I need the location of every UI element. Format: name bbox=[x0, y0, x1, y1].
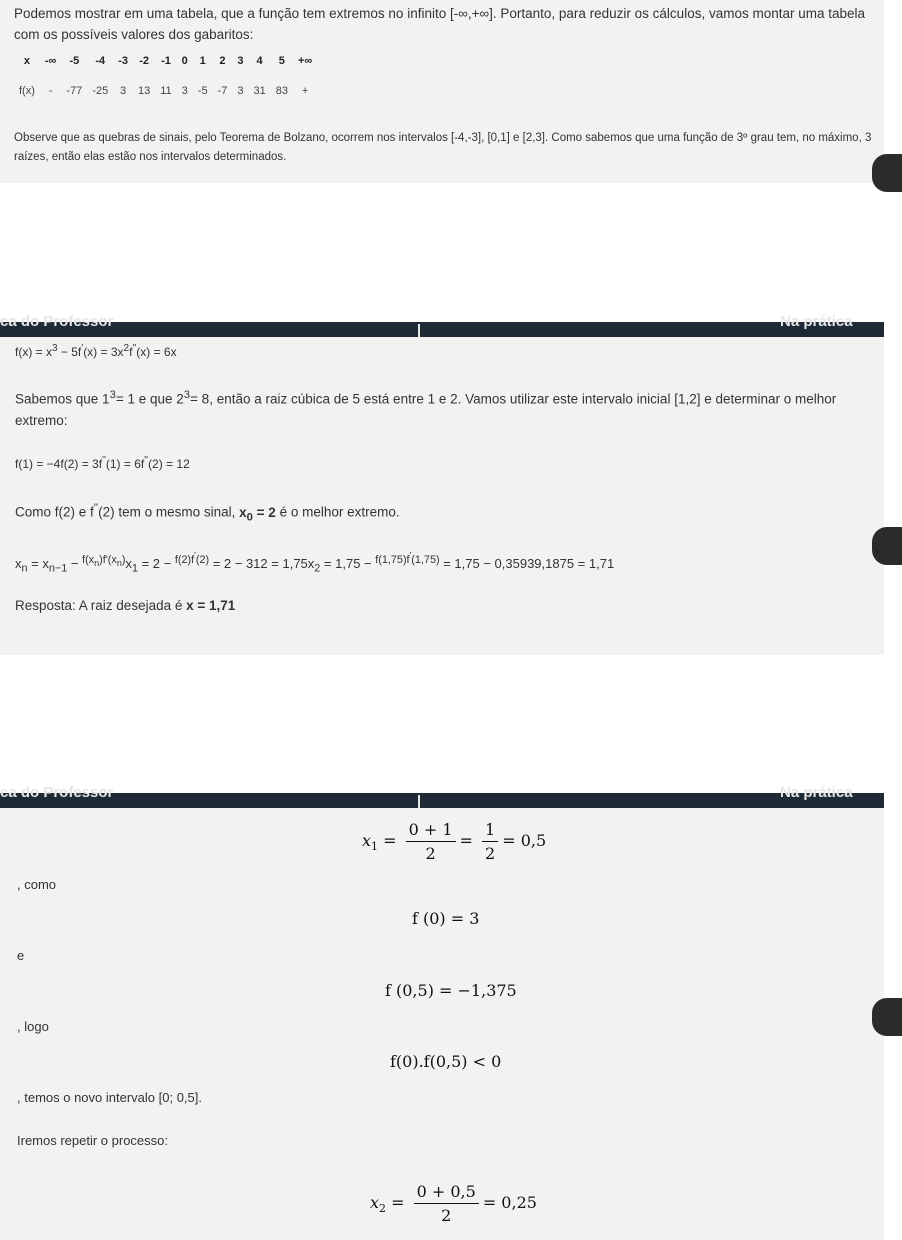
table-cell: +∞ bbox=[297, 55, 313, 67]
table-cell: -5 bbox=[197, 85, 208, 97]
bar-left-label: ca do Professor bbox=[0, 784, 114, 801]
table-cell: -4 bbox=[95, 55, 106, 67]
table-cell: 31 bbox=[253, 85, 266, 97]
table-cell: 3 bbox=[120, 85, 127, 97]
text-repeat: Iremos repetir o processo: bbox=[17, 1133, 169, 1148]
side-handle[interactable] bbox=[872, 154, 902, 192]
newton-iteration-line: $x_n = x_{n-1} - ^{f(x_n)f'(x_n)}x_1 = 2 - ^{f(2)f'(2)} = 2 - 312 = 1,75x_2 = 1,75 - ^{f(1,75)f'(1,75)} = 1,75 - 0,35939,1875 = 1,71$ bbox=[15, 550, 615, 575]
evaluation-line: f(1) = −4f(2) = 3f''(1) = 6f''(2) = 12 bbox=[15, 455, 190, 471]
table-row-fx bbox=[14, 82, 317, 100]
table-cell: -25 bbox=[92, 85, 109, 97]
equation-product: f(0).f(0,5) < 0 bbox=[390, 1052, 502, 1071]
text-logo: , logo bbox=[17, 1019, 49, 1034]
table-cell: -∞ bbox=[44, 55, 57, 67]
table-cell: 4 bbox=[256, 55, 263, 67]
header-bar-2 bbox=[0, 784, 884, 808]
content-section-1 bbox=[0, 0, 884, 183]
table-cell: -3 bbox=[118, 55, 128, 67]
bar-left-label: ca do Professor bbox=[0, 313, 114, 330]
bar-right-label: Na prática bbox=[780, 313, 853, 330]
table-cell: -5 bbox=[69, 55, 80, 67]
table-row-x bbox=[14, 52, 317, 70]
table-cell: 1 bbox=[199, 55, 206, 67]
table-cell: -1 bbox=[161, 55, 171, 67]
observation-paragraph: Observe que as quebras de sinais, pelo Teorema de Bolzano, ocorrem nos intervalos [-4,-3], [0,1] e [2,3]. Como sabemos que uma função de 3º grau tem, no máximo, 3 raízes, então elas estão nos intervalos determinados. bbox=[14, 132, 872, 163]
intro-paragraph: Podemos mostrar em uma tabela, que a função tem extremos no infinito [-∞,+∞]. Portanto, para reduzir os cálculos, vamos montar uma tabela com os possíveis valores dos gabaritos: bbox=[14, 6, 866, 42]
text-new-interval: , temos o novo intervalo [0; 0,5]. bbox=[17, 1090, 202, 1105]
values-table bbox=[14, 52, 317, 100]
table-row-label: f(x) bbox=[19, 85, 35, 97]
text-e: e bbox=[17, 948, 25, 963]
bar-divider bbox=[418, 324, 420, 337]
side-handle[interactable] bbox=[872, 527, 902, 565]
content-section-3 bbox=[0, 808, 884, 1240]
best-extreme-line: Como f(2) e f''(2) tem o mesmo sinal, $x_0 = 2$ é o melhor extremo. bbox=[15, 502, 400, 524]
table-cell: 3 bbox=[181, 85, 188, 97]
table-cell: 5 bbox=[278, 55, 285, 67]
side-handle[interactable] bbox=[872, 998, 902, 1036]
equation-x2: $x_2$ = $\frac{0 + 0,5}{2}$ = 0,25 bbox=[370, 1182, 537, 1225]
table-cell: -2 bbox=[139, 55, 150, 67]
text-como: , como bbox=[17, 877, 57, 892]
table-cell: 3 bbox=[237, 85, 244, 97]
table-cell: + bbox=[301, 85, 309, 97]
table-cell: -77 bbox=[66, 85, 83, 97]
header-bar-1 bbox=[0, 313, 884, 337]
table-cell: - bbox=[48, 85, 53, 97]
table-cell: 11 bbox=[160, 85, 172, 97]
table-cell: 0 bbox=[181, 55, 188, 67]
content-section-2 bbox=[0, 337, 884, 655]
equation-f0: f (0) = 3 bbox=[412, 909, 480, 928]
bar-right-label: Na prática bbox=[780, 784, 853, 801]
table-cell: -7 bbox=[217, 85, 228, 97]
equation-x1: $x_1$ = $\frac{0 + 1}{2}$ = $\frac{1}{2}$ = 0,5 bbox=[362, 820, 547, 863]
table-cell: 83 bbox=[275, 85, 288, 97]
answer-line: Resposta: A raiz desejada é x = 1,71 bbox=[15, 598, 236, 613]
table-cell: 2 bbox=[219, 55, 226, 67]
table-cell: 13 bbox=[138, 85, 151, 97]
bar-divider bbox=[418, 795, 420, 808]
table-row-label: x bbox=[23, 55, 30, 67]
derivatives-line: $f(x) = x^3 - 5f'(x) = 3x^2f''(x) = 6x$ bbox=[15, 343, 177, 359]
table-cell: 3 bbox=[237, 55, 244, 67]
equation-f05: f (0,5) = −1,375 bbox=[385, 981, 517, 1000]
cube-root-paragraph: Sabemos que $1^3= 1$ e que $2^3= 8$, então a raiz cúbica de 5 está entre 1 e 2. Vamos utilizar este intervalo inicial [1,2] e determinar o melhor extremo: bbox=[15, 389, 837, 428]
